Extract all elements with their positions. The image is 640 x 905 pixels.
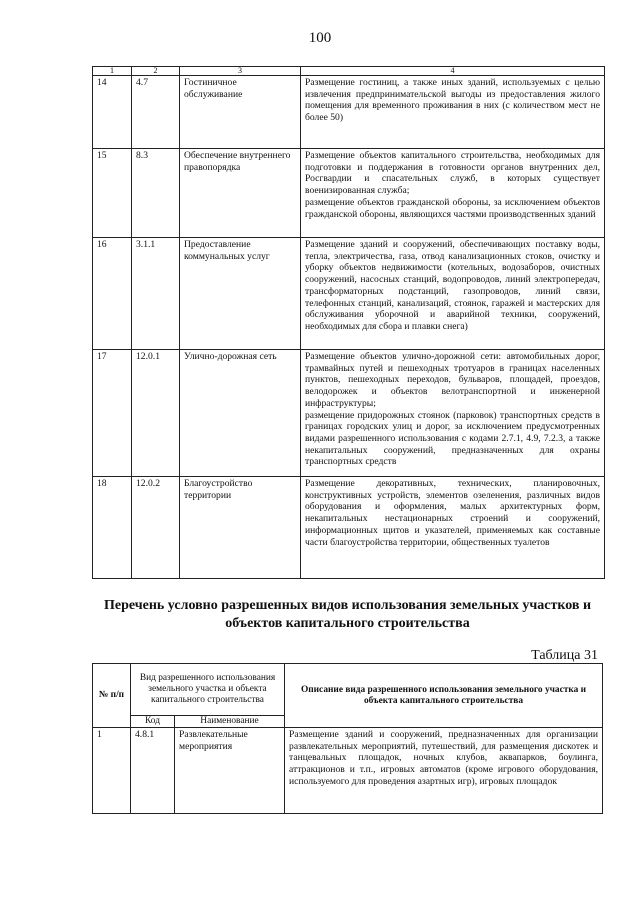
table-row <box>93 149 605 238</box>
table-row <box>93 76 605 149</box>
use-code: 4.7 <box>132 76 180 149</box>
row-number: 16 <box>93 238 132 350</box>
use-description <box>301 350 605 477</box>
description-paragraph: Размещение зданий и сооружений, обеспечивающих поставку воды, тепла, электричества, газа, отвод канализационных стоков, очистку и уборку объектов недвижимости (котельных, водозаборов, очистных сооружений, насосных станций, водопроводов, линий электропередач, трансформаторных подстанций, газопроводов, линий связи, телефонных станций, канализаций, стоянок, гаражей и мастерских для обслуживания уборочной и аварийной техники, сооружений, необходимых для сбора и плавки снега) <box>305 239 600 332</box>
column-number: 1 <box>93 67 132 76</box>
use-code: 12.0.2 <box>132 477 180 579</box>
use-name: Развлекательные мероприятия <box>175 728 285 814</box>
description-paragraph: размещение объектов гражданской обороны, за исключением объектов гражданской обороны, являющихся частями производственных зданий <box>305 196 600 220</box>
header-description: Описание вида разрешенного использования земельного участка и объекта капитального строительства <box>285 664 603 728</box>
table-row <box>93 477 605 579</box>
header-use-group: Вид разрешенного использования земельного участка и объекта капитального строительства <box>131 664 285 716</box>
use-description <box>301 76 605 149</box>
column-number: 2 <box>132 67 180 76</box>
use-description <box>301 238 605 350</box>
use-code: 8.3 <box>132 149 180 238</box>
use-code: 3.1.1 <box>132 238 180 350</box>
description-paragraph: Размещение гостиниц, а также иных зданий, используемых с целью извлечения предпринимательской выгоды из предоставления жилого помещения для временного проживания в них (с количеством мест не более 50) <box>305 77 600 124</box>
header-row <box>93 664 603 716</box>
description-paragraph: Размещение объектов улично-дорожной сети: автомобильных дорог, трамвайных путей и пешеходных тротуаров в границах населенных пунктов, пешеходных переходов, бульваров, площадей, проездов, велодорожек и объектов велотранспортной и инженерной инфраструктуры; <box>305 351 600 409</box>
page-number: 100 <box>308 30 332 46</box>
header-code: Код <box>131 716 175 728</box>
use-description <box>301 477 605 579</box>
column-number: 4 <box>301 67 605 76</box>
use-description: Размещение зданий и сооружений, предназначенных для организации развлекательных мероприятий, путешествий, для размещения дискотек и танцевальных площадок, ночных клубов, аквапарков, боулинга, аттракционов и т.п., игровых автоматов (кроме игрового оборудования, используемого для проведения азартных игр), игровых площадок <box>285 728 603 814</box>
use-description <box>301 149 605 238</box>
row-number: 14 <box>93 76 132 149</box>
row-number: 18 <box>93 477 132 579</box>
permitted-uses-table-continued <box>92 66 605 579</box>
section-heading: Перечень условно разрешенных видов использования земельных участков и объектов капитального строительства <box>103 598 592 631</box>
row-number: 15 <box>93 149 132 238</box>
use-name: Обеспечение внутреннего правопорядка <box>180 149 301 238</box>
use-code: 12.0.1 <box>132 350 180 477</box>
description-paragraph: Размещение декоративных, технических, планировочных, конструктивных устройств, элементов озеленения, различных видов оборудования и оформления, малых архитектурных форм, некапитальных нестационарных строений и сооружений, информационных щитов и указателей, применяемых как составные части благоустройства территории, общественных туалетов <box>305 478 600 548</box>
table-row <box>93 350 605 477</box>
table-row <box>93 728 603 814</box>
table-caption: Таблица 31 <box>531 648 598 663</box>
description-paragraph: размещение придорожных стоянок (парковок) транспортных средств в границах городских улиц и дорог, за исключением предусмотренных видами разрешенного использования с кодами 2.7.1, 4.9, 7.2.3, а также некапитальных сооружений, предназначенных для охраны транспортных средств <box>305 409 600 468</box>
header-number: № п/п <box>93 664 131 728</box>
use-name: Улично-дорожная сеть <box>180 350 301 477</box>
conditionally-permitted-uses-table <box>92 663 603 814</box>
use-name: Гостиничное обслуживание <box>180 76 301 149</box>
description-paragraph: Размещение объектов капитального строительства, необходимых для подготовки и поддержания в готовности органов внутренних дел, Росгвардии и спасательных служб, в которых существует военизированная служба; <box>305 150 600 197</box>
row-number: 1 <box>93 728 131 814</box>
use-code: 4.8.1 <box>131 728 175 814</box>
header-name: Наименование <box>175 716 285 728</box>
column-number-row <box>93 67 605 76</box>
table-row <box>93 238 605 350</box>
use-name: Предоставление коммунальных услуг <box>180 238 301 350</box>
column-number: 3 <box>180 67 301 76</box>
use-name: Благоустройство территории <box>180 477 301 579</box>
row-number: 17 <box>93 350 132 477</box>
